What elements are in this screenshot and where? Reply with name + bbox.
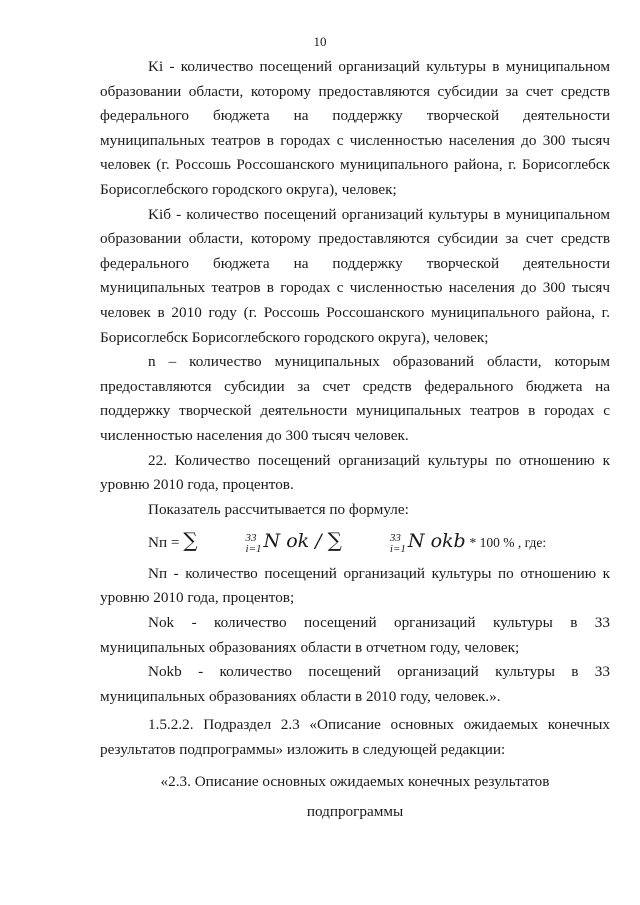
paragraph-kib-definition: Kiб - количество посещений организаций культуры в муниципальном образовании области, которому предоставляются субсидии за счет средств федерального бюджета на поддержку творческой деятельности муниципальных театров в городах с численностью населения до 300 тысяч человек в 2010 году (г. Россошь Россошанского муниципального района, г. Борисоглебск Борисоглебского городского округа), человек; [100,205,610,346]
paragraph-ki-definition: Ki - количество посещений организаций культуры в муниципальном образовании области, которому предоставляются субсидии за счет средств федерального бюджета на поддержку творческой деятельности муниципальных театров в городах с численностью населения до 300 тысяч человек (г. Россошь Россошанского муниципального района, г. Борисоглебск Борисоглебского городского округа), человек; [100,58,610,198]
sum-limits: 33 i=1 [245,531,262,555]
page-number: 10 [313,34,327,49]
document-body [100,55,610,827]
formula-tail: * 100 % , где: [469,535,547,551]
paragraph-n-definition: n – количество муниципальных образований области, которым предоставляются субсидии за счет средств федерального бюджета на поддержку творческой деятельности муниципальных театров в городах с численностью населения до 300 тысяч человек. [100,353,610,444]
formula-term-nok: N ok [263,530,310,553]
formula-lhs: Nп = [148,534,184,552]
sum-symbol: ∑ [327,528,342,553]
formula [100,528,610,556]
formula-term-nokb: N okb [407,530,466,553]
sum-symbol: ∑ [183,528,198,553]
paragraph-subsection: 1.5.2.2. Подраздел 2.3 «Описание основных ожидаемых конечных результатов подпрограммы» изложить в следующей редакции: [100,716,610,759]
paragraph-nokb-definition: Nokb - количество посещений организаций культуры в 33 муниципальных образованиях области в 2010 году, человек.». [100,663,610,705]
section-heading-line2: подпрограммы [306,802,404,820]
paragraph-np-definition: Nп - количество посещений организаций культуры по отношению к уровню 2010 года, процентов; [100,564,610,607]
paragraph-item-22: 22. Количество посещений организаций культуры по отношению к уровню 2010 года, процентов. [100,451,610,494]
formula-divider: / [309,530,328,553]
formula-intro: Показатель рассчитывается по формуле: [148,500,409,518]
section-heading-line1: «2.3. Описание основных ожидаемых конечных результатов [160,772,550,790]
paragraph-nok-definition: Nok - количество посещений организаций культуры в 33 муниципальных образованиях области в отчетном году, человек; [100,614,610,656]
sum-limits: 33 i=1 [389,531,406,555]
